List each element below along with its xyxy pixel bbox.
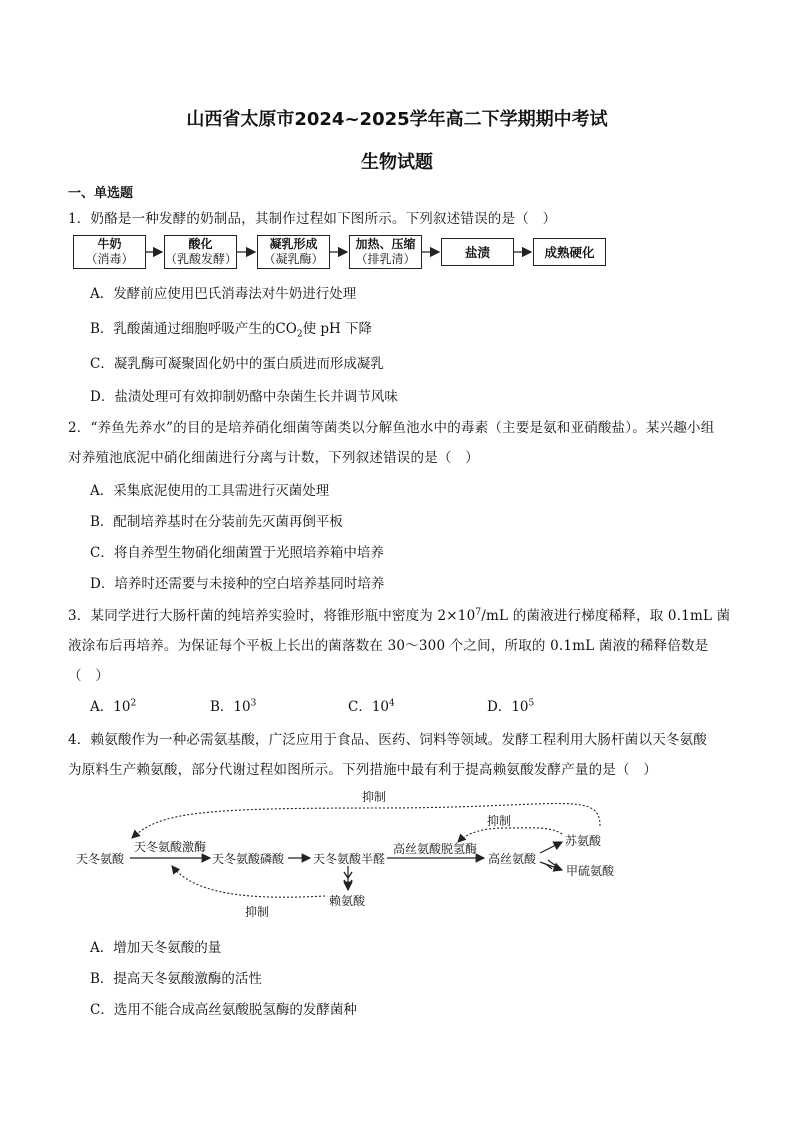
node-aspartyl-phosphate: 天冬氨酸磷酸 (212, 852, 285, 866)
page-subtitle: 生物试题 (361, 152, 433, 173)
q4-option-c: C．选用不能合成高丝氨酸脱氢酶的发酵菌种 (90, 1002, 357, 1018)
flow-step-curd: 凝乳形成 （凝乳酶） (257, 235, 330, 269)
node-aspartate-semialdehyde: 天冬氨酸半醛 (313, 852, 386, 866)
section-heading: 一、单选题 (68, 186, 134, 201)
flow-step-ripen: 成熟硬化 (533, 238, 606, 266)
q4-option-b: B．提高天冬氨酸激酶的活性 (90, 971, 262, 987)
q4-stem-line2: 为原料生产赖氨酸，部分代谢过程如图所示。下列措施中最有利于提高赖氨酸发酵产量的是（ ） (68, 762, 658, 778)
label-inhibit-mid: 抑制 (487, 814, 512, 828)
q2-option-d: D．培养时还需要与未接种的空白培养基同时培养 (90, 576, 385, 592)
label-enzyme-aspartate-kinase: 天冬氨酸激酶 (134, 840, 207, 854)
page-title: 山西省太原市2024~2025学年高二下学期期中考试 (186, 109, 608, 130)
q3-stem-line3: （ ） (68, 668, 110, 684)
q4-stem-line1: 4．赖氨酸作为一种必需氨基酸，广泛应用于食品、医药、饲料等领域。发酵工程利用大肠杆菌以天冬氨酸 (68, 732, 707, 748)
inhibition-arrow-bottom (172, 866, 325, 897)
q1-stem: 1．奶酪是一种发酵的奶制品，其制作过程如下图所示。下列叙述错误的是（ ） (68, 211, 557, 227)
q3-option-a: A．$10^2$ (90, 698, 137, 715)
node-threonine: 苏氨酸 (565, 834, 602, 848)
flow-step-milk: 牛奶 （消毒） (73, 235, 146, 269)
label-inhibit-top: 抑制 (362, 790, 387, 804)
node-lysine: 赖氨酸 (329, 894, 366, 908)
label-enzyme-homoserine-dehydrogenase: 高丝氨酸脱氢酶 (393, 842, 478, 856)
q2-stem-line1: 2．“养鱼先养水”的目的是培养硝化细菌等菌类以分解鱼池水中的毒素（主要是氨和亚硝酸盐）。某兴趣小组 (68, 420, 715, 436)
q1-option-d: D．盐渍处理可有效抑制奶酪中杂菌生长并调节风味 (90, 389, 398, 405)
node-aspartate: 天冬氨酸 (76, 852, 125, 866)
q1-option-b: B．乳酸菌通过细胞呼吸产生的$CO_2$使 pH 下降 (90, 321, 373, 340)
q1-option-a: A．发酵前应使用巴氏消毒法对牛奶进行处理 (90, 286, 357, 302)
node-homoserine: 高丝氨酸 (488, 852, 537, 866)
label-inhibit-bottom: 抑制 (245, 905, 270, 919)
q2-option-a: A．采集底泥使用的工具需进行灭菌处理 (90, 483, 330, 499)
q4-option-a: A．增加天冬氨酸的量 (90, 940, 222, 956)
q2-option-b: B．配制培养基时在分装前先灭菌再倒平板 (90, 514, 343, 530)
q1-option-c: C．凝乳酶可凝聚固化奶中的蛋白质进而形成凝乳 (90, 356, 384, 372)
q3-option-b: B．$10^3$ (210, 698, 257, 715)
flow-step-heat-press: 加热、压缩 （排乳清） (349, 235, 422, 269)
flow-step-acidify: 酸化 （乳酸发酵） (164, 235, 237, 269)
flow-step-salting: 盐渍 (441, 238, 514, 266)
node-methionine: 甲硫氨酸 (566, 864, 615, 878)
q3-stem-line1: 3．某同学进行大肠杆菌的纯培养实验时，将锥形瓶中密度为 $2\times 10^7/mL$ 的菌液进行梯度稀释，取 0.1mL 菌 (68, 607, 731, 624)
q2-stem-line2: 对养殖池底泥中硝化细菌进行分离与计数，下列叙述错误的是（ ） (68, 450, 479, 466)
q3-option-d: D．$10^5$ (487, 698, 535, 715)
q2-option-c: C．将自养型生物硝化细菌置于光照培养箱中培养 (90, 545, 384, 561)
inhibition-arrow-top (132, 804, 600, 839)
q3-option-c: C．$10^4$ (348, 698, 395, 715)
pathway-arrow (540, 842, 562, 853)
q3-stem-line2: 液涂布后再培养。为保证每个平板上长出的菌落数在 30～300 个之间，所取的 0.1mL 菌液的稀释倍数是 (68, 638, 709, 654)
